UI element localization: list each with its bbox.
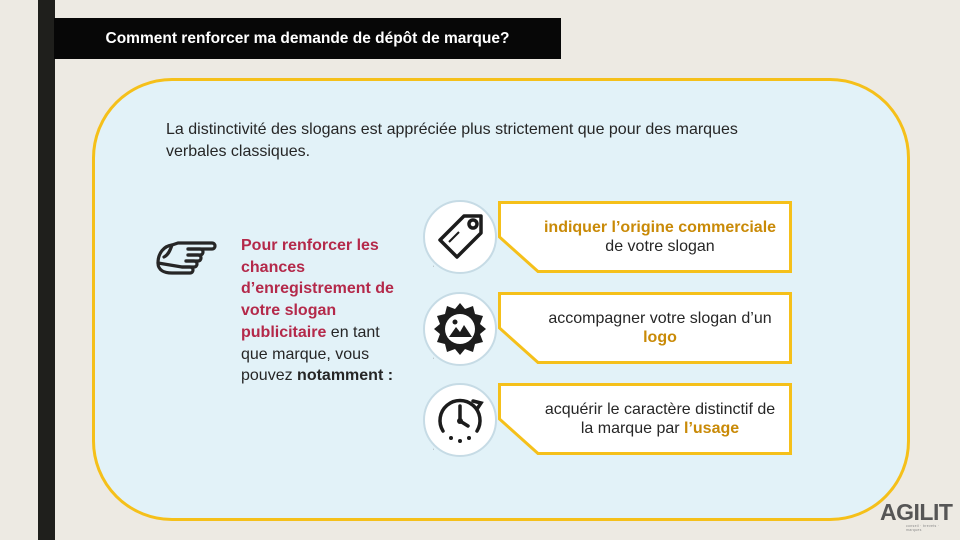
lead-emphasis: Pour renforcer les chances d’enregistrement de votre slogan publicitaire <box>241 237 394 341</box>
price-tag-icon <box>431 208 489 266</box>
option-1-highlight: indiquer l’origine commerciale <box>543 218 777 236</box>
option-2-rest: accompagner votre slogan d’un <box>548 309 772 327</box>
option-card-2-text <box>538 292 782 364</box>
lead-end: notamment : <box>297 367 394 385</box>
logo-tagline: conseil · brevets · marques <box>906 524 940 532</box>
option-3-highlight: l’usage <box>684 420 740 437</box>
option-card-1 <box>498 201 792 273</box>
clock-usage-circle: • <box>423 383 497 457</box>
logo-badge-icon <box>431 300 489 358</box>
option-card-3 <box>498 383 792 455</box>
left-accent-bar <box>38 0 55 540</box>
option-2-highlight: logo <box>643 329 677 346</box>
option-3-rest: acquérir le caractère distinctif de la marque par <box>544 400 776 437</box>
agilit-logo <box>880 499 953 534</box>
lead-paragraph <box>241 235 401 387</box>
option-card-2 <box>498 292 792 364</box>
slide-title <box>54 18 561 59</box>
option-card-3-text <box>538 383 782 455</box>
logo-wordmark: AGILIT <box>880 499 953 525</box>
slide-title-text: Comment renforcer ma demande de dépôt de marque? <box>105 29 510 47</box>
pointing-hand-icon <box>154 233 218 277</box>
intro-paragraph: La distinctivité des slogans est appréciée plus strictement que pour des marques verbales classiques. <box>166 121 738 160</box>
option-1-rest: de votre slogan <box>605 238 715 255</box>
price-tag-circle: • <box>423 200 497 274</box>
logo-badge-circle: • <box>423 292 497 366</box>
option-card-1-text <box>538 201 782 273</box>
lead-middle: en tant que marque, vous pouvez <box>241 323 380 385</box>
clock-usage-icon <box>431 391 489 449</box>
